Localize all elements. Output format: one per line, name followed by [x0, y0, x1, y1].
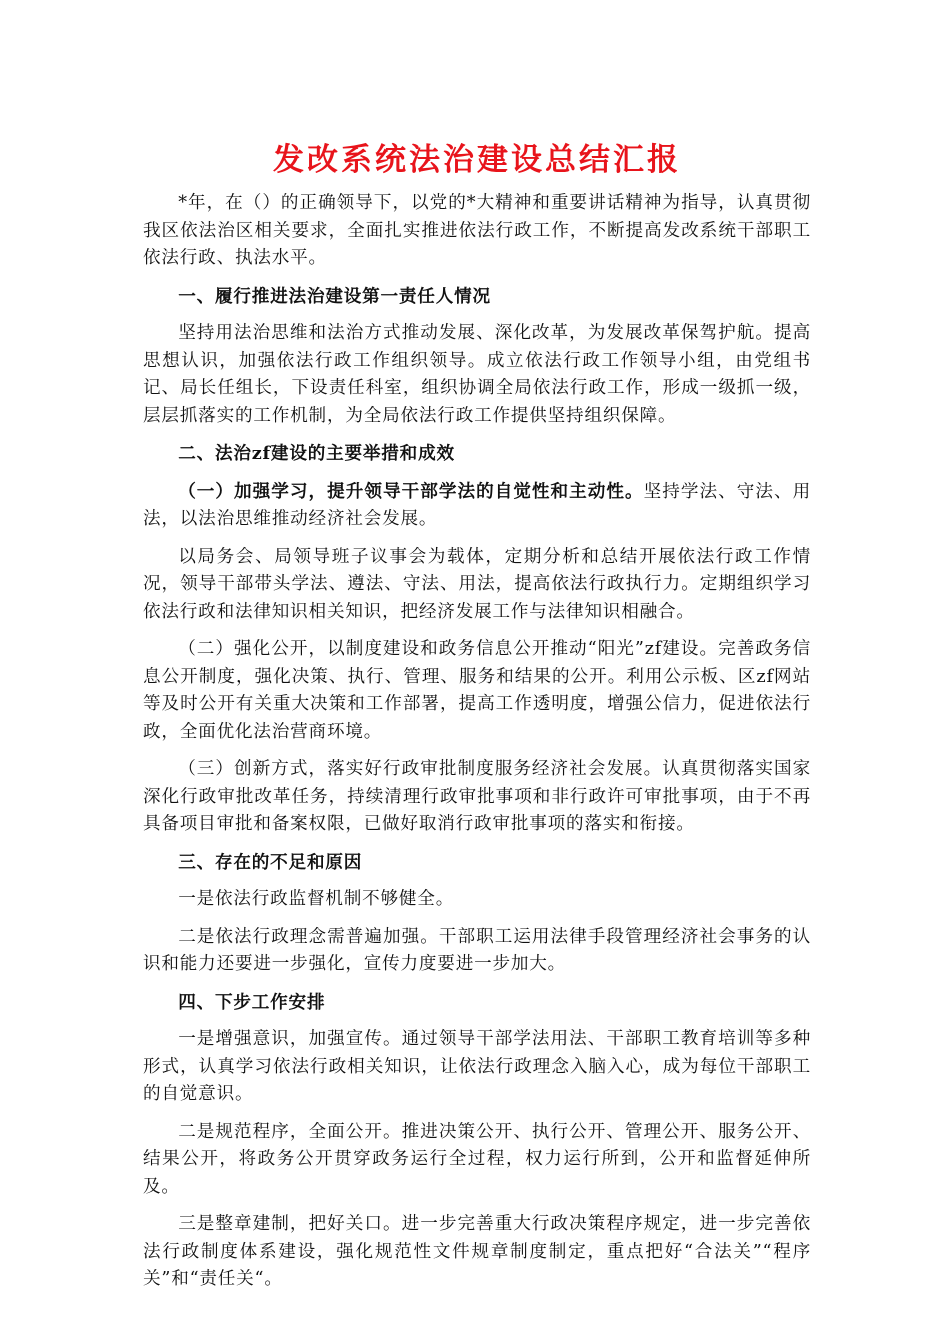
intro-paragraph: *年，在（）的正确领导下，以党的*大精神和重要讲话精神为指导，认真贯彻我区依法治区相关要求，全面扎实推进依法行政工作，不断提高发改系统干部职工依法行政、执法水平。 [143, 193, 811, 268]
section-1-heading: 一、履行推进法治建设第一责任人情况 [178, 285, 491, 307]
section-3-paragraph-2: 二是依法行政理念需普遍加强。干部职工运用法律手段管理经济社会事务的认识和能力还要进一步强化，宣传力度要进一步加大。 [143, 926, 811, 974]
section-3-heading: 三、存在的不足和原因 [178, 851, 363, 873]
section-4-paragraph-2: 二是规范程序，全面公开。推进决策公开、执行公开、管理公开、服务公开、结果公开，将政务公开贯穿政务运行全过程，权力运行所到，公开和监督延伸所及。 [143, 1121, 811, 1197]
document-title: 发改系统法治建设总结汇报 [273, 142, 681, 178]
section-4-paragraph-1: 一是增强意识，加强宣传。通过领导干部学法用法、干部职工教育培训等多种形式，认真学习依法行政相关知识，让依法行政理念入脑入心，成为每位干部职工的自觉意识。 [143, 1029, 811, 1104]
section-3-paragraph-1: 一是依法行政监督机制不够健全。 [178, 889, 455, 909]
section-2-heading: 二、法治zf建设的主要举措和成效 [178, 443, 455, 464]
section-2-paragraph: 以局务会、局领导班子议事会为载体，定期分析和总结开展依法行政工作情况，领导干部带头学法、遵法、守法、用法，提高依法行政执行力。定期组织学习依法行政和法律知识相关知识，把经济发展工作与法律知识相融合。 [143, 546, 811, 622]
section-2-item-1-lead: （一）加强学习，提升领导干部学法的自觉性和主动性。 [178, 480, 644, 502]
section-2-item-1 [143, 478, 811, 534]
section-4-paragraph-3: 三是整章建制，把好关口。进一步完善重大行政决策程序规定，进一步完善依法行政制度体系建设，强化规范性文件规章制度制定，重点把好“合法关”“程序关”和“责任关“。 [143, 1214, 811, 1289]
section-2-item-2: （二）强化公开，以制度建设和政务信息公开推动“阳光”zf建设。完善政务信息公开制度，强化决策、执行、管理、服务和结果的公开。利用公示板、区zf网站等及时公开有关重大决策和工作部署，提高工作透明度，增强公信力，促进依法行政，全面优化法治营商环境。 [143, 639, 811, 742]
section-2-item-3: （三）创新方式，落实好行政审批制度服务经济社会发展。认真贯彻落实国家深化行政审批改革任务，持续清理行政审批事项和非行政许可审批事项，由于不再具备项目审批和备案权限，已做好取消行政审批事项的落实和衔接。 [143, 759, 811, 834]
document-body [143, 138, 811, 1304]
section-2-item-1-text: 坚持学法、守法、用法，以法治思维推动经济社会发展。 [143, 481, 811, 529]
section-1-paragraph: 坚持用法治思维和法治方式推动发展、深化改革，为发展改革保驾护航。提高思想认识，加强依法行政工作组织领导。成立依法行政工作领导小组，由党组书记、局长任组长，下设责任科室，组织协调全局依法行政工作，形成一级抓一级，层层抓落实的工作机制，为全局依法行政工作提供坚持组织保障。 [143, 323, 811, 426]
section-4-heading: 四、下步工作安排 [178, 991, 326, 1013]
